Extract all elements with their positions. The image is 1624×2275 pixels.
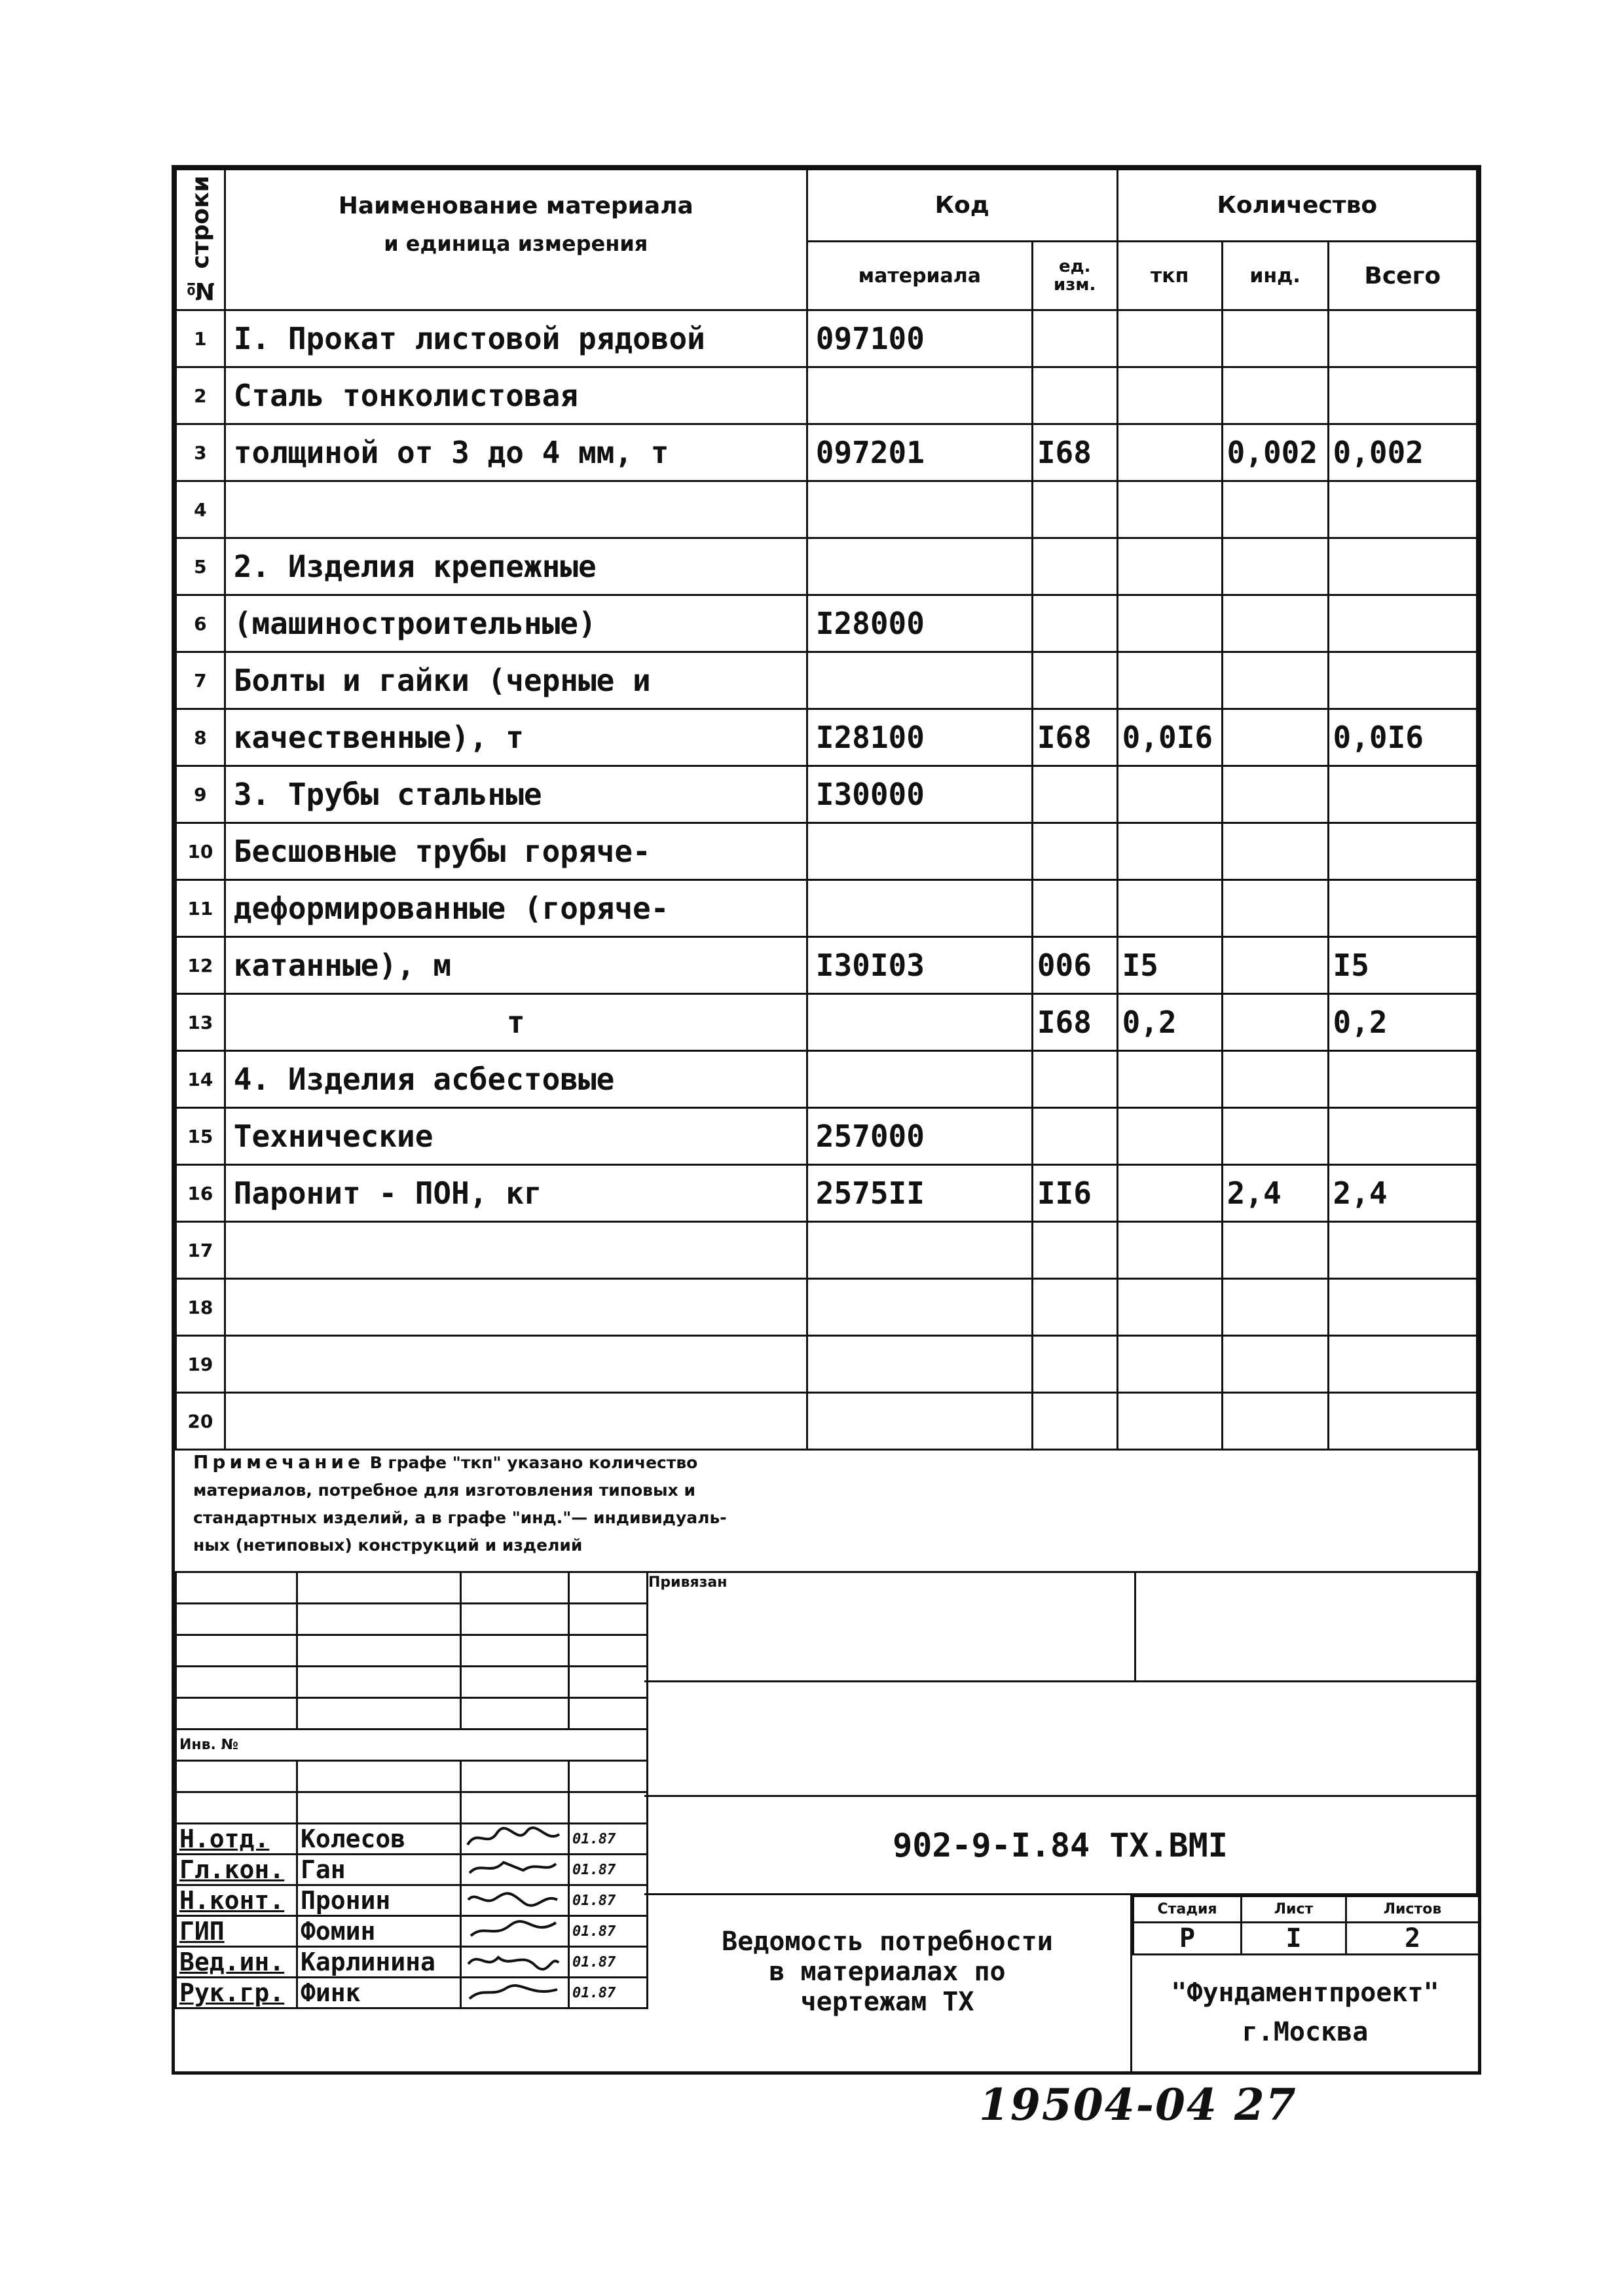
- privyazan-label: Привязан: [648, 1574, 728, 1591]
- signature-stroke: [471, 1921, 556, 1936]
- qty-total: [1328, 310, 1477, 367]
- row-number: 2: [176, 367, 225, 424]
- unit-code: [1032, 1222, 1117, 1279]
- signature-stroke: [468, 1957, 559, 1969]
- row-number: 15: [176, 1108, 225, 1165]
- signature-mark: [461, 1947, 569, 1978]
- table-row: [176, 1393, 1477, 1450]
- material-code: [807, 823, 1032, 880]
- qty-ind: [1222, 766, 1328, 823]
- table-row: [176, 1336, 1477, 1393]
- material-code: [807, 1222, 1032, 1279]
- handwritten-signature-icon: [464, 1887, 563, 1912]
- qty-ind: [1222, 538, 1328, 595]
- qty-ind: [1222, 1222, 1328, 1279]
- signature-row: [176, 1885, 648, 1916]
- material-name: I. Прокат листовой рядовой: [225, 310, 807, 367]
- qty-ind: [1222, 823, 1328, 880]
- table-row: [176, 823, 1477, 880]
- table-row: [176, 538, 1477, 595]
- header-qty-ind: инд.: [1222, 242, 1328, 310]
- unit-code: [1032, 1279, 1117, 1336]
- table-row: [176, 937, 1477, 994]
- signature-rows: [176, 1824, 648, 2008]
- qty-total: [1328, 1051, 1477, 1108]
- table-row: [176, 709, 1477, 766]
- unit-code: [1032, 481, 1117, 538]
- material-code: [807, 1051, 1032, 1108]
- signature-name: Колесов: [297, 1824, 461, 1855]
- qty-tkp: [1117, 424, 1222, 481]
- qty-total: 2,4: [1328, 1165, 1477, 1222]
- signature-row: [176, 1947, 648, 1978]
- handwritten-signature-icon: [464, 1917, 563, 1942]
- signature-row: [176, 1824, 648, 1855]
- title-block: [175, 1571, 1478, 2074]
- row-number: 19: [176, 1336, 225, 1393]
- material-code: I30I03: [807, 937, 1032, 994]
- qty-ind: [1222, 1279, 1328, 1336]
- qty-ind: [1222, 652, 1328, 709]
- qty-total: [1328, 652, 1477, 709]
- material-name: Бесшовные трубы горяче-: [225, 823, 807, 880]
- table-row: [176, 1165, 1477, 1222]
- signature-row: [176, 1855, 648, 1885]
- qty-total: 0,002: [1328, 424, 1477, 481]
- row-number: 16: [176, 1165, 225, 1222]
- note-line1: В графе "ткп" указано количество: [364, 1453, 698, 1472]
- qty-tkp: [1117, 367, 1222, 424]
- qty-total: I5: [1328, 937, 1477, 994]
- row-number: 12: [176, 937, 225, 994]
- qty-ind: [1222, 880, 1328, 937]
- signature-stroke: [468, 1893, 557, 1906]
- signature-role: Н.отд.: [176, 1824, 297, 1855]
- material-code: [807, 880, 1032, 937]
- blank-area: [644, 1682, 1478, 1797]
- row-number: 8: [176, 709, 225, 766]
- sheet-label: Лист: [1242, 1896, 1346, 1923]
- qty-total: [1328, 1279, 1477, 1336]
- header-qty-tkp: ткп: [1117, 242, 1222, 310]
- row-number: 17: [176, 1222, 225, 1279]
- signature-role: Гл.кон.: [176, 1855, 297, 1885]
- header-name-line1: Наименование материала: [338, 193, 693, 219]
- note-line2: материалов, потребное для изготовления типовых и: [193, 1481, 695, 1500]
- qty-ind: [1222, 1108, 1328, 1165]
- unit-code: 006: [1032, 937, 1117, 994]
- qty-tkp: [1117, 595, 1222, 652]
- qty-tkp: 0,0I6: [1117, 709, 1222, 766]
- signature-mark: [461, 1978, 569, 2008]
- row-number: 14: [176, 1051, 225, 1108]
- qty-ind: [1222, 595, 1328, 652]
- handwritten-signature-icon: [464, 1948, 563, 1973]
- table-row: [176, 1108, 1477, 1165]
- note-line4: ных (нетиповых) конструкций и изделий: [193, 1536, 583, 1555]
- qty-tkp: [1117, 310, 1222, 367]
- unit-code: [1032, 766, 1117, 823]
- material-name: [225, 1393, 807, 1450]
- unit-code: I68: [1032, 709, 1117, 766]
- material-name: (машиностроительные): [225, 595, 807, 652]
- signature-stroke: [470, 1862, 556, 1873]
- qty-total: [1328, 595, 1477, 652]
- table-row: [176, 766, 1477, 823]
- qty-total: [1328, 880, 1477, 937]
- organization-city: г.Москва: [1242, 2017, 1369, 2047]
- qty-total: 0,2: [1328, 994, 1477, 1051]
- signature-role: Вед.ин.: [176, 1947, 297, 1978]
- unit-code: [1032, 538, 1117, 595]
- signature-role: ГИП: [176, 1916, 297, 1947]
- qty-total: [1328, 766, 1477, 823]
- qty-tkp: [1117, 1165, 1222, 1222]
- signature-stroke: [468, 1828, 559, 1845]
- unit-code: [1032, 595, 1117, 652]
- row-number: 11: [176, 880, 225, 937]
- table-row: [176, 880, 1477, 937]
- qty-total: [1328, 1336, 1477, 1393]
- qty-tkp: [1117, 652, 1222, 709]
- header-code: Код: [807, 170, 1117, 242]
- unit-code: [1032, 367, 1117, 424]
- doc-code-area: [644, 1797, 1478, 1895]
- stage-sheet-grid: [1132, 1895, 1480, 1955]
- doc-title-area: [644, 1895, 1132, 2074]
- qty-tkp: [1117, 766, 1222, 823]
- sheet-value: I: [1242, 1923, 1346, 1955]
- material-code: [807, 481, 1032, 538]
- material-name: деформированные (горяче-: [225, 880, 807, 937]
- row-number: 3: [176, 424, 225, 481]
- materials-table: [175, 168, 1478, 1451]
- signature-date: 01.87: [569, 1916, 648, 1947]
- table-row: [176, 1051, 1477, 1108]
- qty-tkp: 0,2: [1117, 994, 1222, 1051]
- unit-code: [1032, 310, 1117, 367]
- signature-date: 01.87: [569, 1947, 648, 1978]
- header-row-number: № строки: [176, 170, 225, 310]
- material-name: т: [225, 994, 807, 1051]
- material-code: [807, 367, 1032, 424]
- material-name: Сталь тонколистовая: [225, 367, 807, 424]
- qty-tkp: [1117, 1279, 1222, 1336]
- signature-role: Н.конт.: [176, 1885, 297, 1916]
- qty-total: [1328, 823, 1477, 880]
- header-code-unit: ед. изм.: [1032, 242, 1117, 310]
- row-number: 20: [176, 1393, 225, 1450]
- material-code: [807, 994, 1032, 1051]
- unit-code: [1032, 652, 1117, 709]
- table-row: [176, 994, 1477, 1051]
- material-name: Технические: [225, 1108, 807, 1165]
- row-number: 1: [176, 310, 225, 367]
- signature-mark: [461, 1824, 569, 1855]
- table-row: [176, 1279, 1477, 1336]
- qty-total: [1328, 1393, 1477, 1450]
- handwritten-signature-icon: [464, 1856, 563, 1881]
- signature-row: [176, 1978, 648, 2008]
- unit-code: [1032, 1336, 1117, 1393]
- signature-stroke: [470, 1986, 557, 1999]
- qty-total: [1328, 1108, 1477, 1165]
- unit-code: I68: [1032, 994, 1117, 1051]
- qty-ind: [1222, 709, 1328, 766]
- table-row: [176, 595, 1477, 652]
- materials-rows: [176, 310, 1477, 1450]
- material-code: [807, 538, 1032, 595]
- inventory-number-label: Инв. №: [176, 1729, 648, 1761]
- material-code: I28000: [807, 595, 1032, 652]
- material-name: качественные), т: [225, 709, 807, 766]
- material-code: 257000: [807, 1108, 1032, 1165]
- table-row: [176, 1222, 1477, 1279]
- signature-name: Фомин: [297, 1916, 461, 1947]
- signature-name: Ган: [297, 1855, 461, 1885]
- material-name: [225, 481, 807, 538]
- table-row: [176, 481, 1477, 538]
- qty-tkp: [1117, 1222, 1222, 1279]
- table-row: [176, 652, 1477, 709]
- qty-tkp: [1117, 1393, 1222, 1450]
- qty-tkp: [1117, 538, 1222, 595]
- row-number: 4: [176, 481, 225, 538]
- organization-area: [1132, 1951, 1478, 2074]
- qty-ind: [1222, 994, 1328, 1051]
- qty-ind: 0,002: [1222, 424, 1328, 481]
- material-name: 2. Изделия крепежные: [225, 538, 807, 595]
- unit-code: [1032, 1051, 1117, 1108]
- qty-tkp: [1117, 1051, 1222, 1108]
- handwritten-archive-number: 19504-04 27: [979, 2079, 1297, 2130]
- signature-name: Пронин: [297, 1885, 461, 1916]
- qty-total: [1328, 538, 1477, 595]
- material-name: 4. Изделия асбестовые: [225, 1051, 807, 1108]
- qty-ind: [1222, 481, 1328, 538]
- table-row: [176, 367, 1477, 424]
- sheets-label: Листов: [1346, 1896, 1479, 1923]
- signature-role: Рук.гр.: [176, 1978, 297, 2008]
- unit-code: [1032, 1108, 1117, 1165]
- row-number: 10: [176, 823, 225, 880]
- material-code: 097201: [807, 424, 1032, 481]
- material-name: Паронит - ПОН, кг: [225, 1165, 807, 1222]
- material-name: катанные), м: [225, 937, 807, 994]
- stage-label: Стадия: [1134, 1896, 1242, 1923]
- material-code: I30000: [807, 766, 1032, 823]
- material-name: Болты и гайки (черные и: [225, 652, 807, 709]
- signature-row: [176, 1916, 648, 1947]
- document-title-line1: Ведомость потребности: [722, 1926, 1053, 1957]
- note-line3: стандартных изделий, а в графе "инд."— индивидуаль-: [193, 1508, 727, 1527]
- header-qty-total: Всего: [1328, 242, 1477, 310]
- material-code: I28100: [807, 709, 1032, 766]
- document-sheet: [172, 165, 1481, 2075]
- header-name-line2: и единица измерения: [384, 231, 648, 256]
- qty-ind: 2,4: [1222, 1165, 1328, 1222]
- row-number: 5: [176, 538, 225, 595]
- row-number: 7: [176, 652, 225, 709]
- qty-ind: [1222, 937, 1328, 994]
- material-name: [225, 1336, 807, 1393]
- signature-date: 01.87: [569, 1885, 648, 1916]
- row-number: 13: [176, 994, 225, 1051]
- material-name: толщиной от 3 до 4 мм, т: [225, 424, 807, 481]
- material-name: 3. Трубы стальные: [225, 766, 807, 823]
- note-lead: Примечание: [193, 1451, 365, 1473]
- signature-name: Финк: [297, 1978, 461, 2008]
- signature-name: Карлинина: [297, 1947, 461, 1978]
- document-title-line2: в материалах по: [769, 1956, 1006, 1987]
- material-code: [807, 1393, 1032, 1450]
- material-code: [807, 1279, 1032, 1336]
- signature-mark: [461, 1885, 569, 1916]
- header-code-material: материала: [807, 242, 1032, 310]
- table-row: [176, 424, 1477, 481]
- qty-ind: [1222, 310, 1328, 367]
- signature-date: 01.87: [569, 1824, 648, 1855]
- signature-date: 01.87: [569, 1978, 648, 2008]
- header-name: [225, 170, 807, 310]
- handwritten-signature-icon: [464, 1825, 563, 1850]
- document-title-line3: чертежам ТХ: [800, 1986, 974, 2017]
- qty-total: [1328, 367, 1477, 424]
- unit-code: II6: [1032, 1165, 1117, 1222]
- qty-tkp: [1117, 481, 1222, 538]
- material-name: [225, 1222, 807, 1279]
- signature-mark: [461, 1855, 569, 1885]
- row-number: 9: [176, 766, 225, 823]
- qty-tkp: [1117, 880, 1222, 937]
- header-quantity: Количество: [1117, 170, 1477, 242]
- unit-code: [1032, 823, 1117, 880]
- stage-value: Р: [1134, 1923, 1242, 1955]
- row-number: 18: [176, 1279, 225, 1336]
- material-code: [807, 652, 1032, 709]
- privyazan-area: [644, 1571, 1478, 1682]
- table-row: [176, 310, 1477, 367]
- signature-grid: [175, 1571, 648, 2009]
- qty-ind: [1222, 1393, 1328, 1450]
- qty-tkp: [1117, 823, 1222, 880]
- material-name: [225, 1279, 807, 1336]
- material-code: 097100: [807, 310, 1032, 367]
- row-number: 6: [176, 595, 225, 652]
- unit-code: I68: [1032, 424, 1117, 481]
- qty-ind: [1222, 1051, 1328, 1108]
- material-code: [807, 1336, 1032, 1393]
- qty-tkp: [1117, 1336, 1222, 1393]
- unit-code: [1032, 1393, 1117, 1450]
- qty-ind: [1222, 1336, 1328, 1393]
- sheets-value: 2: [1346, 1923, 1479, 1955]
- organization-name: "Фундаментпроект": [1171, 1978, 1439, 2008]
- handwritten-signature-icon: [464, 1979, 563, 2004]
- qty-total: [1328, 1222, 1477, 1279]
- qty-tkp: I5: [1117, 937, 1222, 994]
- note: [193, 1449, 966, 1559]
- qty-tkp: [1117, 1108, 1222, 1165]
- material-code: 2575II: [807, 1165, 1032, 1222]
- unit-code: [1032, 880, 1117, 937]
- qty-total: 0,0I6: [1328, 709, 1477, 766]
- qty-total: [1328, 481, 1477, 538]
- document-code: 902-9-I.84 ТХ.ВМI: [893, 1826, 1228, 1864]
- signature-mark: [461, 1916, 569, 1947]
- qty-ind: [1222, 367, 1328, 424]
- signature-date: 01.87: [569, 1855, 648, 1885]
